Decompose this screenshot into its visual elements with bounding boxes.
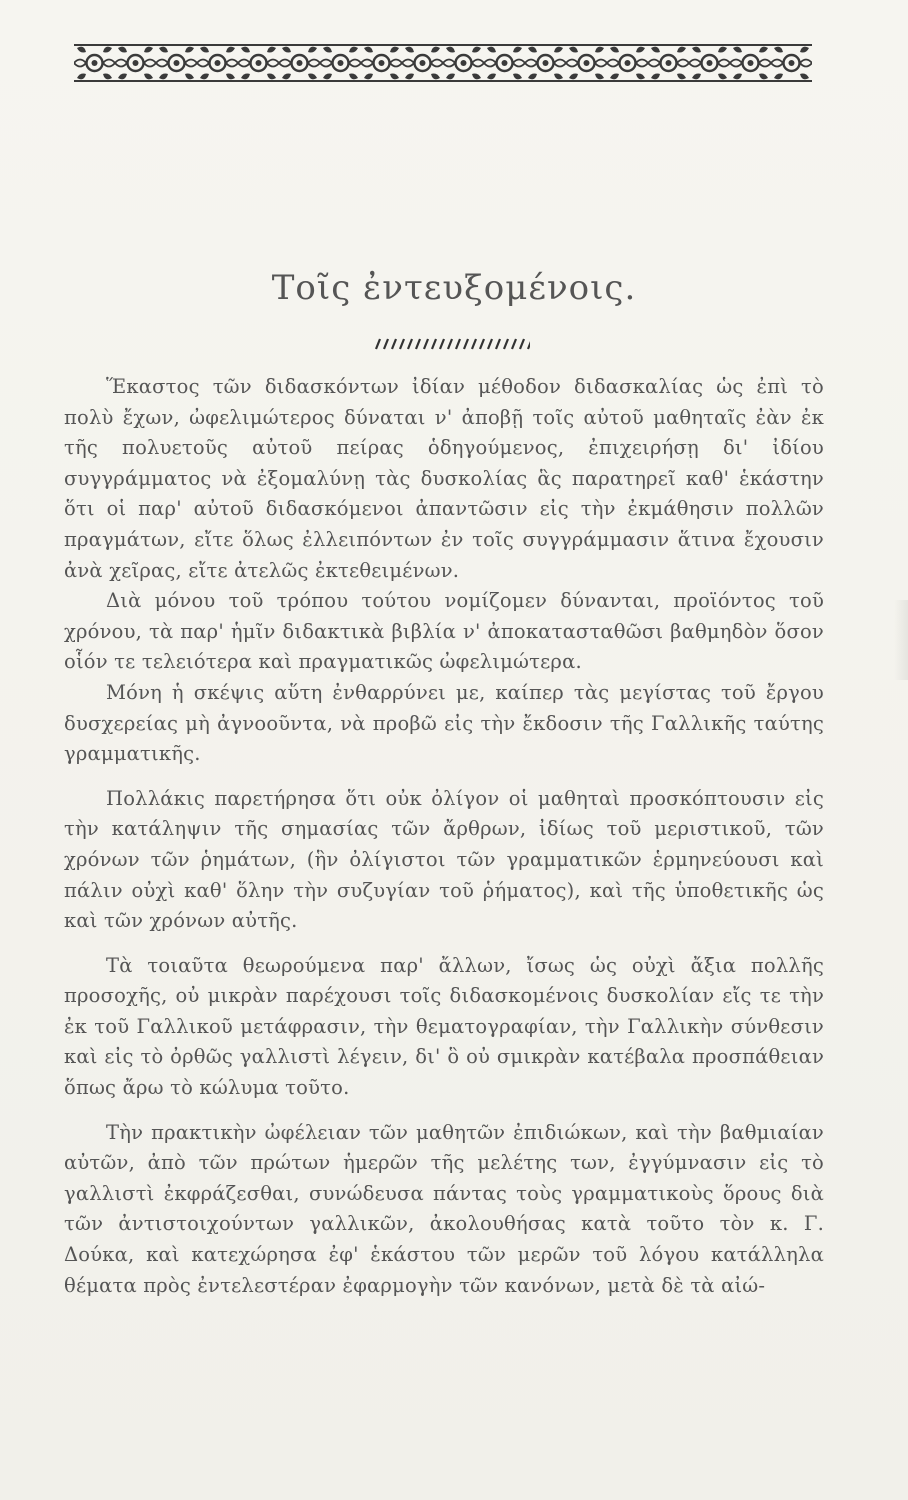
paragraph: Πολλάκις παρετήρησα ὅτι οὐκ ὀλίγον οἱ μαθηταὶ προσκόπτουσιν εἰς τὴν κατάληψιν τῆς σημασίας τῶν ἄρθρων, ἰδίως τοῦ μεριστικοῦ, τῶν χρόνων τῶν ῥημάτων, (ἣν ὀλίγιστοι τῶν γραμματικῶν ἑρμηνεύουσι καὶ πάλιν οὐχὶ καθ' ὅλην τὴν συζυγίαν τοῦ ῥήματος), καὶ τῆς ὑποθετικῆς ὡς καὶ τῶν χρόνων αὐτῆς. [64,786,824,933]
preface-body [64,372,824,1301]
paragraph: Τὴν πρακτικὴν ὠφέλειαν τῶν μαθητῶν ἐπιδιώκων, καὶ τὴν βαθμιαίαν αὐτῶν, ἀπὸ τῶν πρώτων ἡμερῶν τῆς μελέτης των, ἐγγύμνασιν εἰς τὸ γαλλιστὶ ἐκφράζεσθαι, συνώδευσα πάντας τοὺς γραμματικοὺς ὅρους διὰ τῶν ἀντιστοιχούντων γαλλικῶν, ἀκολουθήσας κατὰ τοῦτο τὸν κ. Γ. Δούκα, καὶ κατεχώρησα ἐφ' ἑκάστου τῶν μερῶν τοῦ λόγου κατάλληλα θέματα πρὸς ἐντελεστέραν ἐφαρμογὴν τῶν κανόνων, μετὰ δὲ τὰ αἰώ- [64,1120,824,1297]
title-decorative-rule [374,338,530,350]
paragraph: Μόνη ἡ σκέψις αὕτη ἐνθαρρύνει με, καίπερ τὰς μεγίστας τοῦ ἔργου δυσχερείας μὴ ἀγνοοῦντα, νὰ προβῶ εἰς τὴν ἔκδοσιν τῆς Γαλλικῆς ταύτης γραμματικῆς. [64,680,824,766]
paragraph: Ἕκαστος τῶν διδασκόντων ἰδίαν μέθοδον διδασκαλίας ὡς ἐπὶ τὸ πολὺ ἔχων, ὠφελιμώτερος δύναται ν' ἀποβῇ τοῖς αὐτοῦ μαθηταῖς ἐὰν ἐκ τῆς πολυετοῦς αὐτοῦ πείρας ὁδηγούμενος, ἐπιχειρήσῃ δι' ἰδίου συγγράμματος νὰ ἐξομαλύνῃ τὰς δυσκολίας ἃς παρατηρεῖ καθ' ἑκάστην ὅτι οἱ παρ' αὐτοῦ διδασκόμενοι ἀπαντῶσιν εἰς τὴν ἐκμάθησιν πολλῶν πραγμάτων, εἴτε ὅλως ἐλλειπόντων ἐν τοῖς συγγράμμασιν ἅτινα ἔχουσιν ἀνὰ χεῖρας, εἴτε ἀτελῶς ἐκτεθειμένων. [64,375,824,582]
paragraph: Διὰ μόνου τοῦ τρόπου τούτου νομίζομεν δύνανται, προϊόντος τοῦ χρόνου, τὰ παρ' ἡμῖν διδακτικὰ βιβλία ν' ἀποκατασταθῶσι βαθμηδὸν ὅσον οἷόν τε τελειότερα καὶ πραγματικῶς ὠφελιμώτερα. [64,589,824,674]
page-edge-shadow [894,600,908,680]
paragraph: Τὰ τοιαῦτα θεωρούμενα παρ' ἄλλων, ἴσως ὡς οὐχὶ ἄξια πολλῆς προσοχῆς, οὐ μικρὰν παρέχουσι τοῖς διδασκομένοις δυσκολίαν εἴς τε τὴν ἐκ τοῦ Γαλλικοῦ μετάφρασιν, τὴν θεματογραφίαν, τὴν Γαλλικὴν σύνθεσιν καὶ εἰς τὸ ὀρθῶς γαλλιστὶ λέγειν, δι' ὃ οὐ σμικρὰν κατέβαλα προσπάθειαν ὅπως ἄρω τὸ κώλυμα τοῦτο. [64,953,824,1100]
ornamental-header-band [74,42,812,84]
page-title: Τοῖς ἐντευξομένοις. [271,268,637,308]
